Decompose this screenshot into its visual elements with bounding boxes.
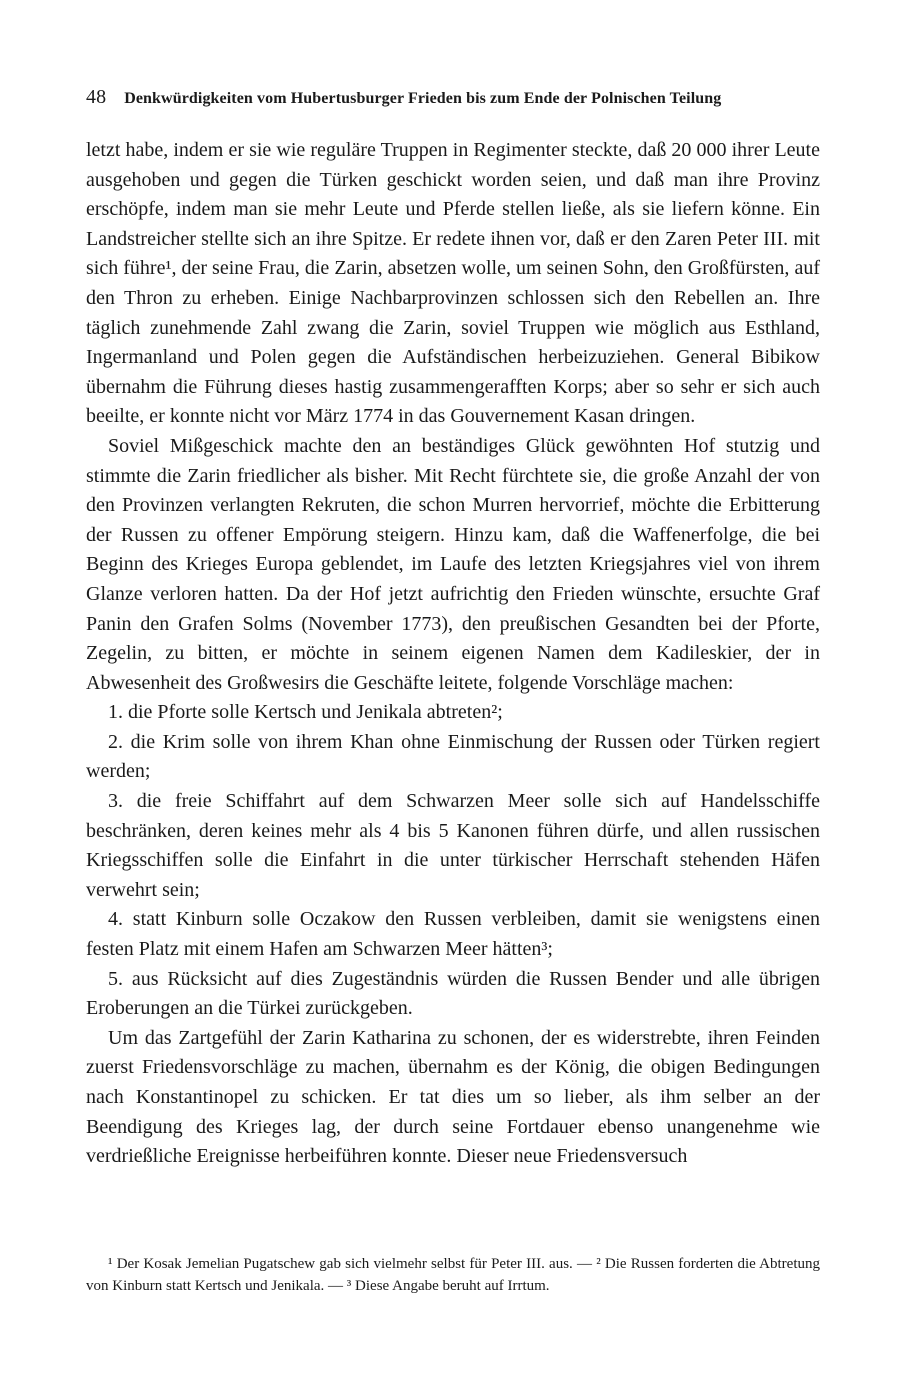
footnote-text: ¹ Der Kosak Jemelian Pugatschew gab sich vielmehr selbst für Peter III. aus. — ² Die Russen forderten die Abtretung von Kinburn statt Kertsch und Jenikala. — ³ Diese Angabe beruht auf Irrtum. — [86, 1256, 820, 1294]
list-item: 2. die Krim solle von ihrem Khan ohne Einmischung der Russen oder Türken regiert werden; — [86, 730, 820, 783]
paragraph: Um das Zartgefühl der Zarin Katharina zu schonen, der es widerstrebte, ihren Feinden zuerst Friedensvorschläge zu machen, übernahm es der König, die obigen Bedingungen nach Konstantinopel zu schicken. Er tat dies um so lieber, als ihm selber an der Beendigung des Krieges lag, der durch seine Fortdauer ebenso unangenehme wie verdrießliche Ereignisse herbeiführen konnte. Dieser neue Friedensversuch — [86, 1026, 820, 1168]
list-item: 3. die freie Schiffahrt auf dem Schwarzen Meer solle sich auf Handelsschiffe beschränken, deren keines mehr als 4 bis 5 Kanonen führen dürfe, und allen russischen Kriegsschiffen solle die Einfahrt in die unter türkischer Herrschaft stehenden Häfen verwehrt sein; — [86, 790, 820, 901]
paragraph: letzt habe, indem er sie wie reguläre Truppen in Regimenter steckte, daß 20 000 ihrer Leute ausgehoben und gegen die Türken geschickt worden seien, und daß man ihre Provinz erschöpfe, indem man sie mehr Leute und Pferde stellen ließe, als sie liefern könne. Ein Landstreicher stellte sich an ihre Spitze. Er redete ihnen vor, daß er den Zaren Peter III. mit sich führe¹, der seine Frau, die Zarin, absetzen wolle, um seinen Sohn, den Großfürsten, auf den Thron zu erheben. Einige Nachbarprovinzen schlossen sich den Rebellen an. Ihre täglich zunehmende Zahl zwang die Zarin, soviel Truppen wie möglich aus Esthland, Ingermanland und Polen gegen die Aufständischen herbeizuziehen. General Bibikow übernahm die Führung dieses hastig zusammengerafften Korps; aber so sehr er sich auch beeilte, er konnte nicht vor März 1774 in das Gouvernement Kasan dringen. — [86, 139, 820, 428]
list-item: 5. aus Rücksicht auf dies Zugeständnis würden die Russen Bender und alle übrigen Eroberungen an die Türkei zurückgeben. — [86, 967, 820, 1020]
list-item: 4. statt Kinburn solle Oczakow den Russen verbleiben, damit sie wenigstens einen festen Platz mit einem Hafen am Schwarzen Meer hätten³; — [86, 908, 820, 961]
footnotes — [86, 1253, 820, 1297]
list-item: 1. die Pforte solle Kertsch und Jenikala abtreten²; — [108, 701, 503, 724]
running-header — [86, 86, 786, 110]
paragraph: Soviel Mißgeschick machte den an beständiges Glück gewöhnten Hof stutzig und stimmte die Zarin friedlicher als bisher. Mit Recht fürchtete sie, die große Anzahl der von den Provinzen verlangten Rekruten, die schon Murren hervorrief, möchte die Erbitterung der Russen zu offener Empörung steigern. Hinzu kam, daß die Waffenerfolge, die bei Beginn des Krieges Europa geblendet, im Laufe des letzten Kriegsjahres viel von ihrem Glanze verloren hatten. Da der Hof jetzt aufrichtig den Frieden wünschte, ersuchte Graf Panin den Grafen Solms (November 1773), den preußischen Gesandten bei der Pforte, Zegelin, zu bitten, er möchte in seinem eigenen Namen dem Kadileskier, der in Abwesenheit des Großwesirs die Geschäfte leitete, folgende Vorschläge machen: — [86, 434, 820, 694]
body-text — [86, 136, 820, 1172]
running-title: Denkwürdigkeiten vom Hubertusburger Frieden bis zum Ende der Polnischen Teilung — [124, 90, 722, 107]
page-number: 48 — [86, 86, 107, 108]
